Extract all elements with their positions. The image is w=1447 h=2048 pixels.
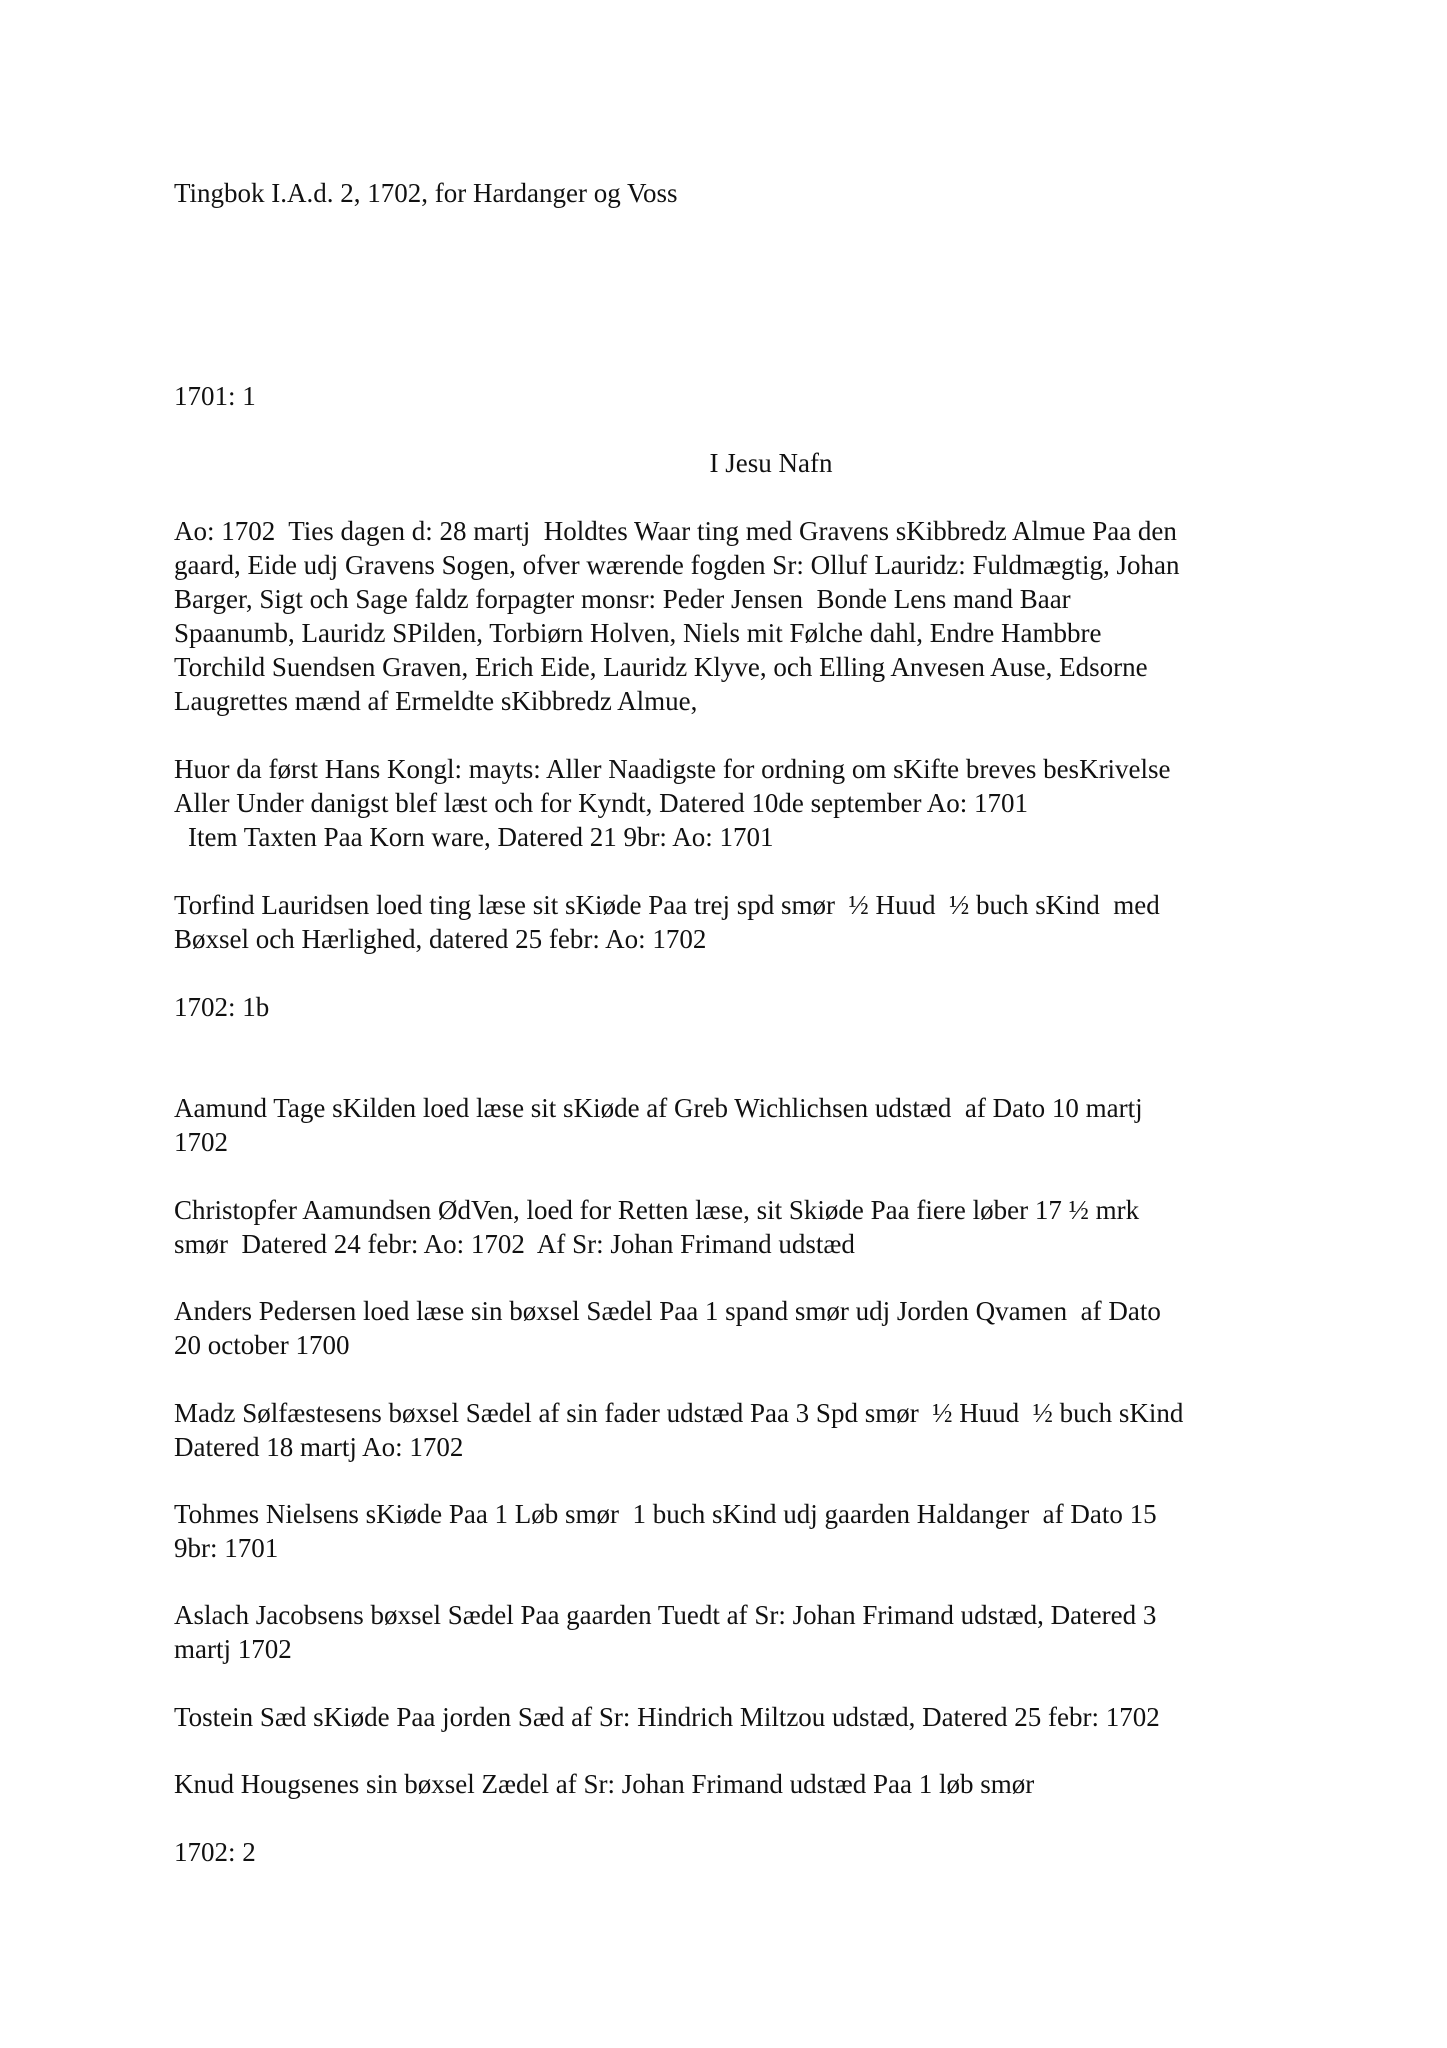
document-header: Tingbok I.A.d. 2, 1702, for Hardanger og Voss bbox=[174, 178, 678, 208]
text-line: gaard, Eide udj Gravens Sogen, ofver wærende fogden Sr: Olluf Lauridz: Fuldmægtig, Johan bbox=[174, 550, 1180, 580]
text-line: Laugrettes mænd af Ermeldte sKibbredz Almue, bbox=[174, 686, 698, 716]
page-marker: 1702: 1b bbox=[174, 992, 270, 1022]
entry-line: 9br: 1701 bbox=[174, 1533, 279, 1563]
entry-line: Datered 18 martj Ao: 1702 bbox=[174, 1432, 464, 1462]
entry-line: Knud Hougsenes sin bøxsel Zædel af Sr: Johan Frimand udstæd Paa 1 løb smør bbox=[174, 1769, 1035, 1799]
entry-line: Tohmes Nielsens sKiøde Paa 1 Løb smør 1 buch sKind udj gaarden Haldanger af Dato 15 bbox=[174, 1499, 1157, 1529]
entry-line: 20 october 1700 bbox=[174, 1330, 350, 1360]
entry-line: 1702 bbox=[174, 1127, 228, 1157]
text-line: Ao: 1702 Ties dagen d: 28 martj Holdtes Waar ting med Gravens sKibbredz Almue Paa den bbox=[174, 516, 1177, 546]
page-marker: 1702: 2 bbox=[174, 1837, 256, 1867]
text-line: Barger, Sigt och Sage faldz forpagter monsr: Peder Jensen Bonde Lens mand Baar bbox=[174, 584, 1071, 614]
entry-line: martj 1702 bbox=[174, 1634, 292, 1664]
entry-line: smør Datered 24 febr: Ao: 1702 Af Sr: Johan Frimand udstæd bbox=[174, 1229, 855, 1259]
text-line: Torfind Lauridsen loed ting læse sit sKiøde Paa trej spd smør ½ Huud ½ buch sKind med bbox=[174, 890, 1160, 920]
entry-line: Christopfer Aamundsen ØdVen, loed for Retten læse, sit Skiøde Paa fiere løber 17 ½ mrk bbox=[174, 1195, 1140, 1225]
entry-line: Aslach Jacobsens bøxsel Sædel Paa gaarden Tuedt af Sr: Johan Frimand udstæd, Datered 3 bbox=[174, 1600, 1157, 1630]
page-marker: 1701: 1 bbox=[174, 381, 256, 411]
text-line: Bøxsel och Hærlighed, datered 25 febr: Ao: 1702 bbox=[174, 924, 707, 954]
text-line: Item Taxten Paa Korn ware, Datered 21 9br: Ao: 1701 bbox=[188, 822, 774, 852]
text-line: Spaanumb, Lauridz SPilden, Torbiørn Holven, Niels mit Følche dahl, Endre Hambbre bbox=[174, 618, 1102, 648]
entry-line: Aamund Tage sKilden loed læse sit sKiøde af Greb Wichlichsen udstæd af Dato 10 martj bbox=[174, 1093, 1143, 1123]
entry-line: Anders Pedersen loed læse sin bøxsel Sædel Paa 1 spand smør udj Jorden Qvamen af Dato bbox=[174, 1296, 1161, 1326]
document-heading: I Jesu Nafn bbox=[709, 448, 833, 478]
entry-line: Madz Sølfæstesens bøxsel Sædel af sin fader udstæd Paa 3 Spd smør ½ Huud ½ buch sKind bbox=[174, 1398, 1184, 1428]
text-line: Torchild Suendsen Graven, Erich Eide, Lauridz Klyve, och Elling Anvesen Ause, Edsorne bbox=[174, 652, 1148, 682]
text-line: Huor da først Hans Kongl: mayts: Aller Naadigste for ordning om sKifte breves besKrivelse bbox=[174, 754, 1171, 784]
entry-line: Tostein Sæd sKiøde Paa jorden Sæd af Sr: Hindrich Miltzou udstæd, Datered 25 febr: 1702 bbox=[174, 1702, 1160, 1732]
text-line: Aller Under danigst blef læst och for Kyndt, Datered 10de september Ao: 1701 bbox=[174, 788, 1029, 818]
